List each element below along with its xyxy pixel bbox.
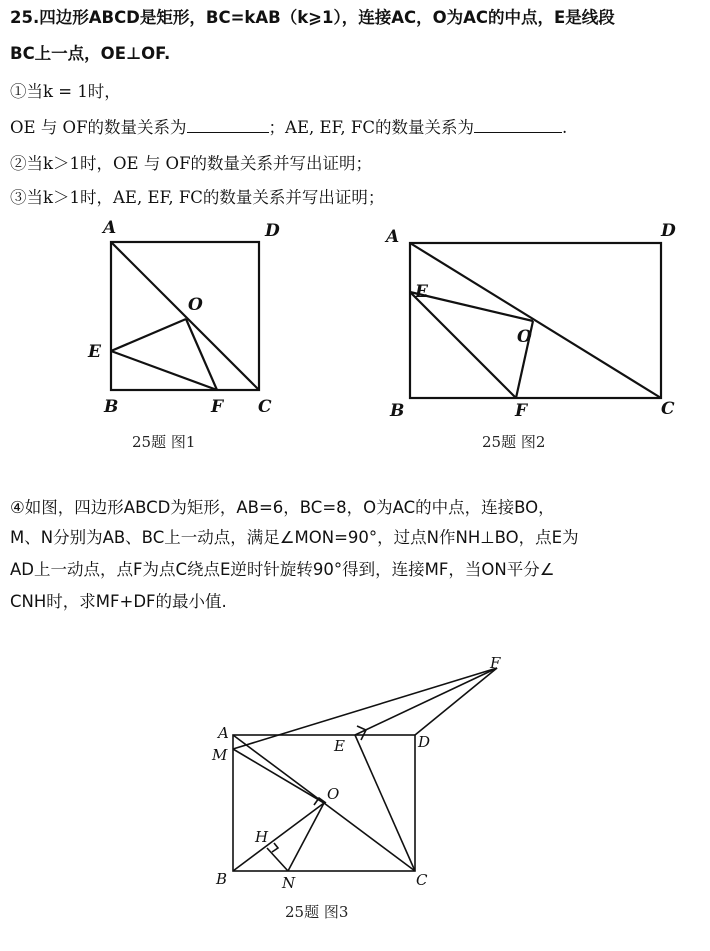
figure-1 [111, 242, 259, 390]
figure-2-label-o: O [517, 327, 532, 347]
figure-2-label-f: F [515, 401, 528, 421]
figure-3-segment-nh [267, 848, 288, 871]
figure-3-label-e: E [334, 737, 345, 755]
figure-1-segment-eo [111, 319, 186, 351]
question-4-line3: AD上一动点，点F为点C绕点E逆时针旋转90°得到，连接MF，当ON平分∠ [10, 560, 555, 579]
question-1-part-b: ；AE, EF, FC的数量关系为 [268, 118, 474, 137]
figure-3-segment-ec [355, 735, 415, 871]
figure-3-label-f: F [490, 654, 501, 672]
figure-3-label-h: H [255, 828, 269, 846]
figure-1-caption: 25题 图1 [132, 433, 196, 451]
figure-2-caption: 25题 图2 [482, 433, 546, 451]
figure-1-segment-ef [111, 351, 217, 390]
figure-3-caption: 25题 图3 [285, 903, 349, 921]
figure-3-label-a: A [218, 724, 229, 742]
problem-title-line1: 25.四边形ABCD是矩形，BC=kAB（k⩾1），连接AC，O为AC的中点，E是线段 [10, 8, 615, 27]
figure-3-segment-mf [233, 668, 497, 749]
figure-1-diagonal-ac [111, 242, 259, 390]
figure-2-label-b: B [390, 401, 405, 421]
figure-2-label-e: E [415, 282, 428, 302]
question-1-head: ①当k = 1时， [10, 82, 121, 101]
figure-3-label-o: O [327, 785, 340, 803]
figure-3-label-c: C [416, 871, 428, 889]
figure-1-label-e: E [88, 342, 101, 362]
figure-2-segment-ef [410, 292, 516, 398]
figure-1-label-b: B [104, 397, 119, 417]
question-4-line1: ④如图，四边形ABCD为矩形，AB=6，BC=8，O为AC的中点，连接BO， [10, 498, 555, 517]
figure-1-label-f: F [211, 397, 224, 417]
question-4-line2: M、N分别为AB、BC上一动点，满足∠MON=90°，过点N作NH⊥BO，点E为 [10, 528, 579, 547]
figure-1-label-d: D [265, 221, 280, 241]
figure-2-diagonal-ac [410, 243, 661, 398]
figure-3-label-m: M [212, 746, 228, 764]
figure-3-segment-on [288, 803, 324, 871]
question-2: ②当k＞1时，OE 与 OF的数量关系并写出证明； [10, 154, 373, 173]
figure-3-label-d: D [418, 733, 431, 751]
question-4-line4: CNH时，求MF+DF的最小值. [10, 592, 227, 611]
figure-2-label-a: A [386, 227, 400, 247]
figure-3-label-b: B [216, 870, 228, 888]
question-1-part-a: OE 与 OF的数量关系为 [10, 118, 187, 137]
figure-3-right-angle-h [272, 843, 278, 852]
figure-3-label-n: N [282, 874, 296, 892]
figure-3 [233, 668, 497, 871]
figure-1-label-o: O [188, 295, 203, 315]
figure-1-label-a: A [103, 218, 117, 238]
problem-title-line2: BC上一点，OE⊥OF. [10, 44, 171, 63]
figure-2-label-d: D [661, 221, 676, 241]
question-1-end: . [561, 118, 568, 137]
figure-2-label-c: C [661, 399, 675, 419]
figure-3-segment-mo [233, 749, 324, 803]
question-3: ③当k＞1时，AE, EF, FC的数量关系并写出证明； [10, 188, 385, 207]
figure-2 [410, 243, 661, 398]
figure-1-label-c: C [258, 397, 272, 417]
figure-3-segment-ef [355, 668, 497, 735]
